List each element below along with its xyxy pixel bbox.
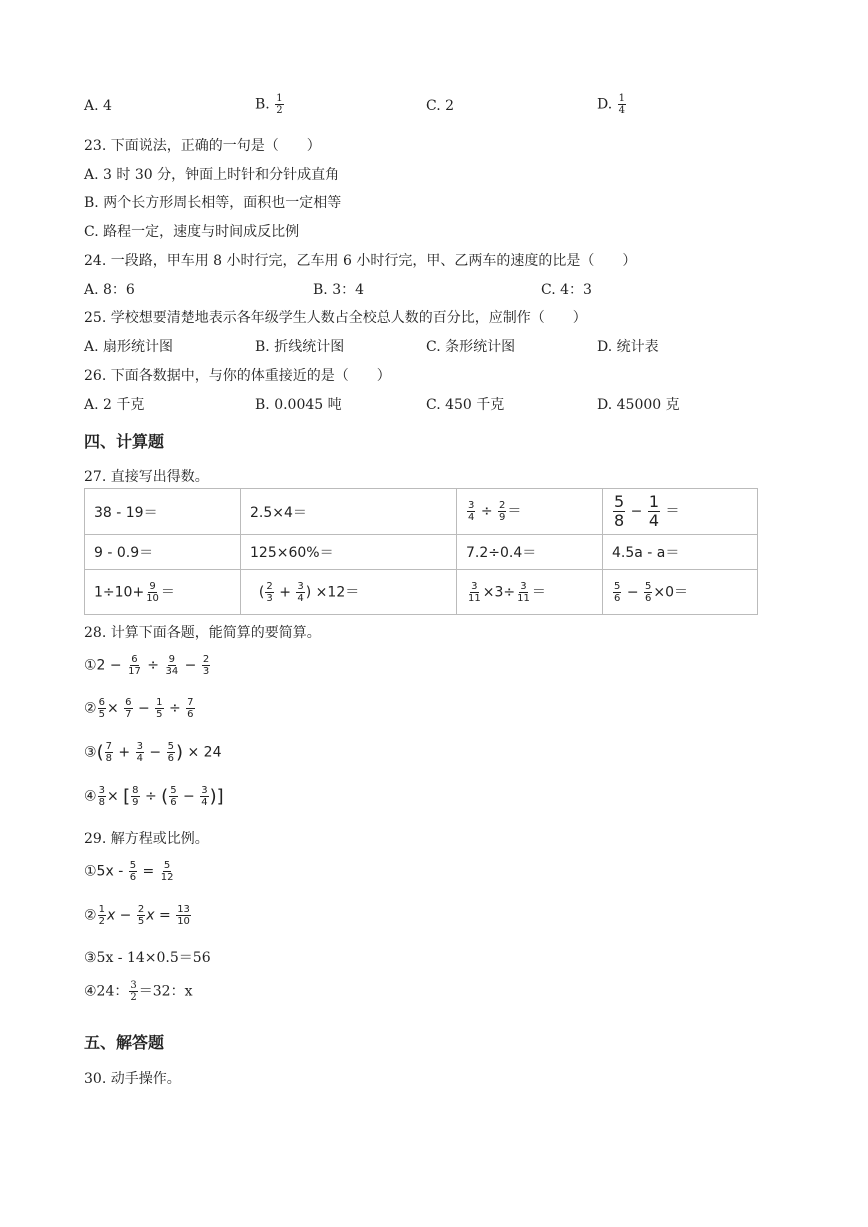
q22-option-d	[597, 93, 627, 116]
q24-stem: 24. 一段路，甲车用 8 小时行完，乙车用 6 小时行完，甲、乙两车的速度的比是（ ）	[84, 253, 637, 269]
fraction: $\frac{2}{3}$	[266, 580, 273, 604]
q26-option-a: A. 2 千克	[84, 397, 145, 413]
cell-text: 125×60%＝	[250, 545, 334, 561]
cell-text: 38 - 19＝	[94, 504, 158, 521]
fraction: $\frac{2}{3}$	[202, 654, 210, 677]
q23-stem: 23. 下面说法，正确的一句是（ ）	[84, 138, 321, 154]
q25-stem: 25. 学校想要清楚地表示各年级学生人数占全校总人数的百分比，应制作（ ）	[84, 310, 587, 326]
fraction: $\frac{1}{5}$	[156, 697, 163, 720]
q27-calculation-table	[84, 488, 758, 615]
fraction: $\frac{3}{4}$	[297, 580, 304, 604]
fraction: $\frac{3}{4}$	[136, 741, 143, 764]
table-row	[85, 535, 758, 570]
fraction: $\frac{7}{6}$	[187, 697, 194, 720]
fraction: $\frac{3}{4}$	[468, 500, 475, 523]
table-cell	[85, 489, 241, 535]
fraction: $\frac{8}{9}$	[132, 785, 139, 808]
q22-option-d-fraction	[618, 93, 626, 116]
q27-stem: 27. 直接写出得数。	[84, 469, 209, 485]
denominator: 2	[276, 105, 283, 116]
q28-problem-1: ①2 − $\frac{6}{17}$ ÷ $\frac{9}{34}$ − $\frac{2}{3}$	[84, 654, 210, 677]
q22-option-b	[255, 93, 285, 116]
q25-option-c: C. 条形统计图	[426, 339, 516, 355]
table-row	[85, 570, 758, 615]
q30-stem: 30. 动手操作。	[84, 1071, 181, 1087]
fraction: $\frac{5}{6}$	[129, 860, 137, 883]
fraction: $\frac{5}{6}$	[614, 580, 621, 604]
q25-option-d: D. 统计表	[597, 339, 659, 355]
table-cell: ( $\frac{2}{3}$ + $\frac{3}{4}$ ) ×12＝	[241, 570, 457, 615]
table-cell: $\frac{5}{6}$ − $\frac{5}{6}$ ×0＝	[603, 570, 758, 615]
numerator: 1	[276, 93, 283, 104]
fraction: $\frac{5}{6}$	[167, 741, 174, 764]
denominator: 4	[618, 105, 626, 116]
numerator: 1	[618, 93, 626, 104]
q23-option-a: A. 3 时 30 分，钟面上时针和分针成直角	[84, 167, 340, 183]
table-row	[85, 489, 758, 535]
q24-option-c: C. 4：3	[541, 282, 592, 298]
q26-option-b: B. 0.0045 吨	[255, 397, 342, 413]
fraction: $\frac{6}{5}$	[98, 697, 105, 720]
fraction: $\frac{5}{12}$	[160, 860, 174, 883]
table-cell	[603, 535, 758, 570]
q22-option-c: C. 2	[426, 98, 455, 114]
q28-problem-3: ③( $\frac{7}{8}$ + $\frac{3}{4}$ − $\frac{5}{6}$ ) × 24	[84, 741, 222, 764]
q24-option-a: A. 8：6	[84, 282, 135, 298]
fraction: $\frac{6}{17}$	[128, 654, 141, 677]
table-cell	[241, 535, 457, 570]
table-cell: $\frac{3}{11}$ ×3÷ $\frac{3}{11}$ ＝	[457, 570, 603, 615]
cell-text: 9 - 0.9＝	[94, 545, 154, 561]
fraction: $\frac{5}{8}$	[614, 492, 625, 530]
fraction: $\frac{3}{11}$	[517, 580, 530, 604]
q23-option-c: C. 路程一定，速度与时间成反比例	[84, 224, 300, 240]
q29-stem: 29. 解方程或比例。	[84, 831, 209, 847]
q25-option-a: A. 扇形统计图	[84, 339, 174, 355]
cell-text: 2.5×4＝	[250, 504, 307, 521]
table-cell: $\frac{3}{4}$ ÷ $\frac{2}{9}$ ＝	[457, 489, 603, 535]
fraction: $\frac{3}{8}$	[98, 785, 105, 808]
fraction: $\frac{13}{10}$	[177, 904, 190, 927]
q28-stem: 28. 计算下面各题，能简算的要简算。	[84, 625, 321, 641]
cell-text: 4.5a - a＝	[612, 545, 680, 561]
q29-equation-4: ④24： $\frac{3}{2}$ ＝32：x	[84, 980, 193, 1003]
table-cell: $\frac{5}{8}$ − $\frac{1}{4}$ ＝	[603, 489, 758, 535]
fraction: $\frac{9}{34}$	[165, 654, 179, 677]
q28-problem-2: ② $\frac{6}{5}$ × $\frac{6}{7}$ − $\frac{1}{5}$ ÷ $\frac{7}{6}$	[84, 697, 194, 720]
q23-option-b: B. 两个长方形周长相等，面积也一定相等	[84, 195, 342, 211]
fraction: $\frac{2}{5}$	[137, 904, 145, 927]
table-cell	[241, 489, 457, 535]
q24-option-b: B. 3：4	[313, 282, 365, 298]
fraction: $\frac{5}{6}$	[170, 785, 177, 808]
q29-equation-2: ② $\frac{1}{2}$ x − $\frac{2}{5}$ x = $\frac{13}{10}$	[84, 904, 190, 927]
q22-option-d-prefix: D.	[597, 96, 613, 113]
fraction: $\frac{3}{4}$	[201, 785, 208, 808]
q29-equation-1: ①5x - $\frac{5}{6}$ = $\frac{5}{12}$	[84, 860, 174, 883]
q29-equation-3: ③5x - 14×0.5＝56	[84, 950, 211, 966]
table-cell	[457, 535, 603, 570]
fraction: $\frac{2}{9}$	[499, 500, 506, 523]
fraction: $\frac{5}{6}$	[645, 580, 652, 604]
fraction: $\frac{7}{8}$	[105, 741, 112, 764]
q28-problem-4: ④ $\frac{3}{8}$ × [ $\frac{8}{9}$ ÷ ( $\frac{5}{6}$ − $\frac{3}{4}$ )]	[84, 785, 224, 808]
q26-option-d: D. 45000 克	[597, 397, 680, 413]
section-heading-calculation: 四、计算题	[84, 432, 165, 451]
fraction: $\frac{1}{2}$	[98, 904, 105, 927]
q25-option-b: B. 折线统计图	[255, 339, 345, 355]
q22-option-a: A. 4	[84, 98, 112, 114]
q22-option-b-prefix: B.	[255, 96, 270, 113]
q22-option-b-fraction	[275, 93, 283, 116]
q26-stem: 26. 下面各数据中，与你的体重接近的是（ ）	[84, 368, 391, 384]
fraction: $\frac{1}{4}$	[648, 492, 660, 530]
table-cell	[85, 535, 241, 570]
fraction: $\frac{3}{11}$	[468, 580, 481, 604]
fraction: $\frac{6}{7}$	[125, 697, 132, 720]
q26-option-c: C. 450 千克	[426, 397, 505, 413]
fraction: $\frac{9}{10}$	[146, 580, 159, 604]
fraction: $\frac{3}{2}$	[130, 980, 137, 1003]
section-heading-answer: 五、解答题	[84, 1033, 165, 1052]
cell-text: 7.2÷0.4＝	[466, 545, 537, 561]
table-cell: 1÷10+ $\frac{9}{10}$ ＝	[85, 570, 241, 615]
